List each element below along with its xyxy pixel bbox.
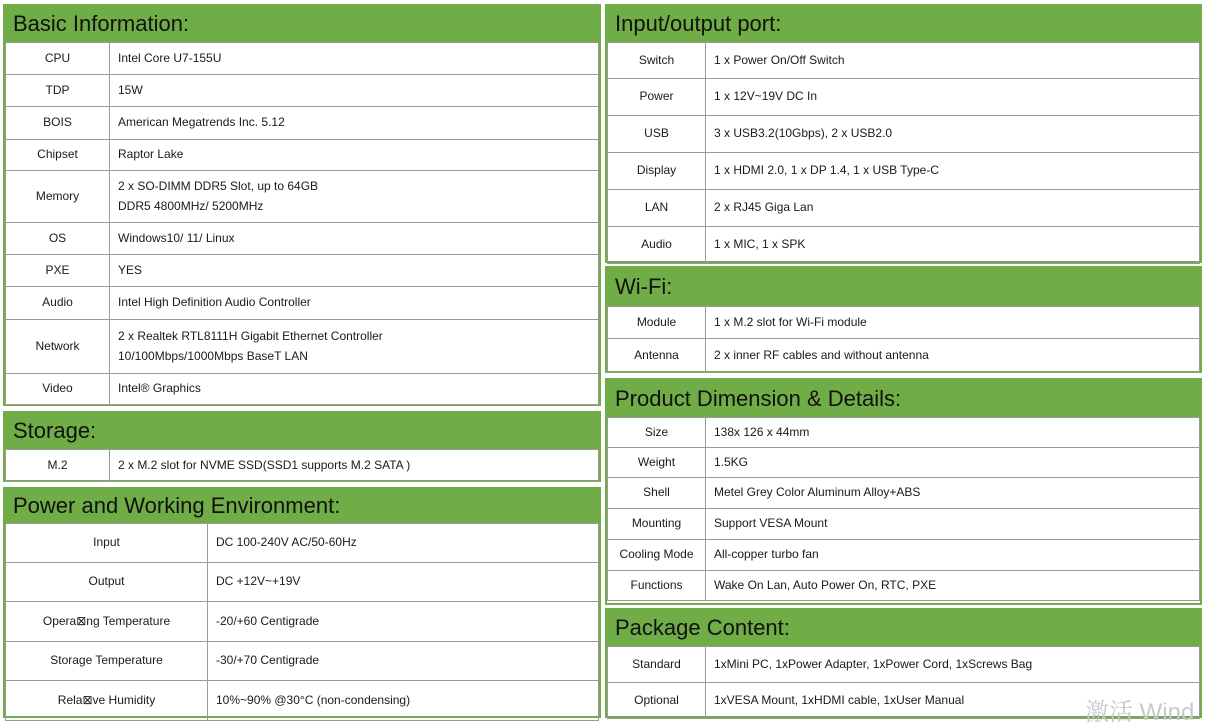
- spec-value-line: YES: [118, 262, 143, 277]
- spec-label: Power: [608, 79, 706, 116]
- input-output-port-section: [605, 4, 1202, 263]
- table-row: [608, 79, 1200, 116]
- spec-label: Functions: [608, 571, 706, 601]
- storage-table: [5, 449, 599, 482]
- spec-label: Input: [6, 524, 208, 563]
- io-table: [607, 42, 1200, 264]
- spec-label: Display: [608, 153, 706, 190]
- spec-label: Antenna: [608, 339, 706, 373]
- spec-value: [706, 448, 1200, 478]
- package-content-title: Package Content:: [607, 610, 1200, 646]
- spec-value: [110, 140, 599, 171]
- spec-value-line: Intel® Graphics: [118, 381, 201, 396]
- table-row: [608, 43, 1200, 79]
- table-row: [608, 540, 1200, 571]
- spec-value-line: 10/100Mbps/1000Mbps BaseT LAN: [118, 348, 308, 363]
- spec-value: [706, 540, 1200, 571]
- spec-value-line: -30/+70 Centigrade: [216, 653, 320, 668]
- table-row: [608, 339, 1200, 373]
- spec-label: LAN: [608, 190, 706, 227]
- wifi-title: Wi-Fi:: [607, 268, 1200, 306]
- spec-label: Memory: [6, 171, 110, 223]
- spec-value: [706, 647, 1200, 683]
- spec-value-line: American Megatrends Inc. 5.12: [118, 115, 285, 130]
- spec-label: Shell: [608, 478, 706, 509]
- spec-value: [706, 116, 1200, 153]
- table-row: [6, 255, 599, 287]
- spec-label: Chipset: [6, 140, 110, 171]
- spec-label: Rela⊠ve Humidity: [6, 681, 208, 721]
- spec-value-line: 2 x M.2 slot for NVME SSD(SSD1 supports M.2 SATA ): [118, 457, 411, 472]
- table-row: [608, 307, 1200, 339]
- dimension-table: [607, 417, 1200, 601]
- storage-section: [3, 411, 601, 482]
- spec-label: Video: [6, 374, 110, 405]
- spec-value: [110, 320, 599, 374]
- spec-value: [706, 571, 1200, 601]
- spec-value: [706, 509, 1200, 540]
- spec-value: [706, 227, 1200, 264]
- spec-value: [110, 107, 599, 140]
- table-row: [6, 563, 599, 602]
- product-dimension-title: Product Dimension & Details:: [607, 380, 1200, 417]
- spec-label: CPU: [6, 43, 110, 75]
- basic-table: [5, 42, 599, 405]
- spec-value: [110, 75, 599, 107]
- table-row: [6, 223, 599, 255]
- spec-label: Module: [608, 307, 706, 339]
- spec-value: [110, 287, 599, 320]
- spec-value: [706, 418, 1200, 448]
- power-environment-section: [3, 487, 601, 718]
- spec-value-line: Support VESA Mount: [714, 516, 828, 531]
- spec-label: Switch: [608, 43, 706, 79]
- spec-label: Output: [6, 563, 208, 602]
- spec-value: [706, 190, 1200, 227]
- spec-value: [208, 642, 599, 681]
- table-row: [608, 227, 1200, 264]
- spec-value: [208, 681, 599, 721]
- table-row: [6, 171, 599, 223]
- basic-information-section: [3, 4, 601, 406]
- table-row: [608, 153, 1200, 190]
- table-row: [6, 107, 599, 140]
- spec-value-line: 3 x USB3.2(10Gbps), 2 x USB2.0: [714, 126, 893, 141]
- spec-value-line: 2 x inner RF cables and without antenna: [714, 347, 929, 362]
- spec-value: [110, 374, 599, 405]
- spec-label: Audio: [608, 227, 706, 264]
- spec-value-line: 1xMini PC, 1xPower Adapter, 1xPower Cord, 1xScrews Bag: [714, 656, 1033, 671]
- power-table: [5, 523, 599, 721]
- spec-value: [706, 43, 1200, 79]
- spec-value-line: 15W: [118, 82, 143, 97]
- watermark-text: 激活 Wind: [1085, 699, 1195, 726]
- spec-value-line: Wake On Lan, Auto Power On, RTC, PXE: [714, 577, 937, 592]
- table-row: [608, 509, 1200, 540]
- spec-value-line: DDR5 4800MHz/ 5200MHz: [118, 198, 264, 213]
- table-row: [6, 140, 599, 171]
- spec-value: [110, 171, 599, 223]
- spec-label: TDP: [6, 75, 110, 107]
- spec-value-line: 1 x 12V~19V DC In: [714, 89, 818, 104]
- spec-label: Storage Temperature: [6, 642, 208, 681]
- spec-value-line: 2 x SO-DIMM DDR5 Slot, up to 64GB: [118, 178, 319, 193]
- spec-value: [110, 450, 599, 482]
- spec-value-line: 1 x Power On/Off Switch: [714, 52, 845, 67]
- spec-value-line: 2 x Realtek RTL8111H Gigabit Ethernet Controller: [118, 328, 383, 343]
- spec-value: [706, 478, 1200, 509]
- table-row: [608, 448, 1200, 478]
- spec-value-line: DC 100-240V AC/50-60Hz: [216, 535, 357, 550]
- spec-value-line: 1 x M.2 slot for Wi-Fi module: [714, 314, 867, 329]
- table-row: [6, 75, 599, 107]
- spec-value: [706, 307, 1200, 339]
- spec-label: Optional: [608, 683, 706, 719]
- spec-value: [208, 563, 599, 602]
- spec-label: OS: [6, 223, 110, 255]
- spec-label: Cooling Mode: [608, 540, 706, 571]
- storage-title: Storage:: [5, 413, 599, 449]
- table-row: [6, 642, 599, 681]
- wifi-section: [605, 266, 1202, 373]
- spec-value: [706, 79, 1200, 116]
- spec-value-line: Intel High Definition Audio Controller: [118, 295, 311, 310]
- table-row: [608, 571, 1200, 601]
- spec-value-line: 2 x RJ45 Giga Lan: [714, 200, 814, 215]
- spec-label: Weight: [608, 448, 706, 478]
- spec-value-line: 1.5KG: [714, 454, 749, 469]
- spec-value-line: 1 x HDMI 2.0, 1 x DP 1.4, 1 x USB Type-C: [714, 163, 939, 178]
- table-row: [6, 287, 599, 320]
- table-row: [6, 450, 599, 482]
- input-output-port-title: Input/output port:: [607, 6, 1200, 42]
- table-row: [6, 524, 599, 563]
- spec-label: Standard: [608, 647, 706, 683]
- spec-label: USB: [608, 116, 706, 153]
- spec-value: [110, 255, 599, 287]
- spec-label: Network: [6, 320, 110, 374]
- spec-value-line: 138x 126 x 44mm: [714, 424, 810, 439]
- spec-label: PXE: [6, 255, 110, 287]
- table-row: [608, 647, 1200, 683]
- spec-label: Size: [608, 418, 706, 448]
- wifi-table: [607, 306, 1200, 373]
- spec-value-line: DC +12V~+19V: [216, 574, 301, 589]
- spec-value-line: Intel Core U7-155U: [118, 50, 222, 65]
- spec-label: Opera⊠ng Temperature: [6, 602, 208, 642]
- table-row: [608, 190, 1200, 227]
- spec-label: M.2: [6, 450, 110, 482]
- spec-value-line: 1xVESA Mount, 1xHDMI cable, 1xUser Manual: [714, 692, 965, 707]
- spec-value-line: Raptor Lake: [118, 147, 184, 162]
- spec-value: [706, 339, 1200, 373]
- spec-label: Mounting: [608, 509, 706, 540]
- spec-value-line: 1 x MIC, 1 x SPK: [714, 237, 806, 252]
- table-row: [608, 418, 1200, 448]
- table-row: [6, 681, 599, 721]
- spec-value: [110, 43, 599, 75]
- spec-value-line: All-copper turbo fan: [714, 547, 819, 562]
- spec-value: [208, 602, 599, 642]
- spec-value-line: Metel Grey Color Aluminum Alloy+ABS: [714, 485, 921, 500]
- product-dimension-section: [605, 378, 1202, 605]
- spec-label: BOIS: [6, 107, 110, 140]
- table-row: [6, 602, 599, 642]
- table-row: [6, 374, 599, 405]
- spec-label: Audio: [6, 287, 110, 320]
- power-environment-title: Power and Working Environment:: [5, 489, 599, 523]
- spec-value-line: 10%~90% @30°C (non-condensing): [216, 692, 411, 707]
- table-row: [608, 478, 1200, 509]
- spec-value: [208, 524, 599, 563]
- spec-value-line: Windows10/ 11/ Linux: [118, 230, 235, 245]
- spec-value: [110, 223, 599, 255]
- table-row: [6, 320, 599, 374]
- table-row: [6, 43, 599, 75]
- basic-information-title: Basic Information:: [5, 6, 599, 42]
- spec-value-line: -20/+60 Centigrade: [216, 613, 320, 628]
- spec-value: [706, 153, 1200, 190]
- table-row: [608, 116, 1200, 153]
